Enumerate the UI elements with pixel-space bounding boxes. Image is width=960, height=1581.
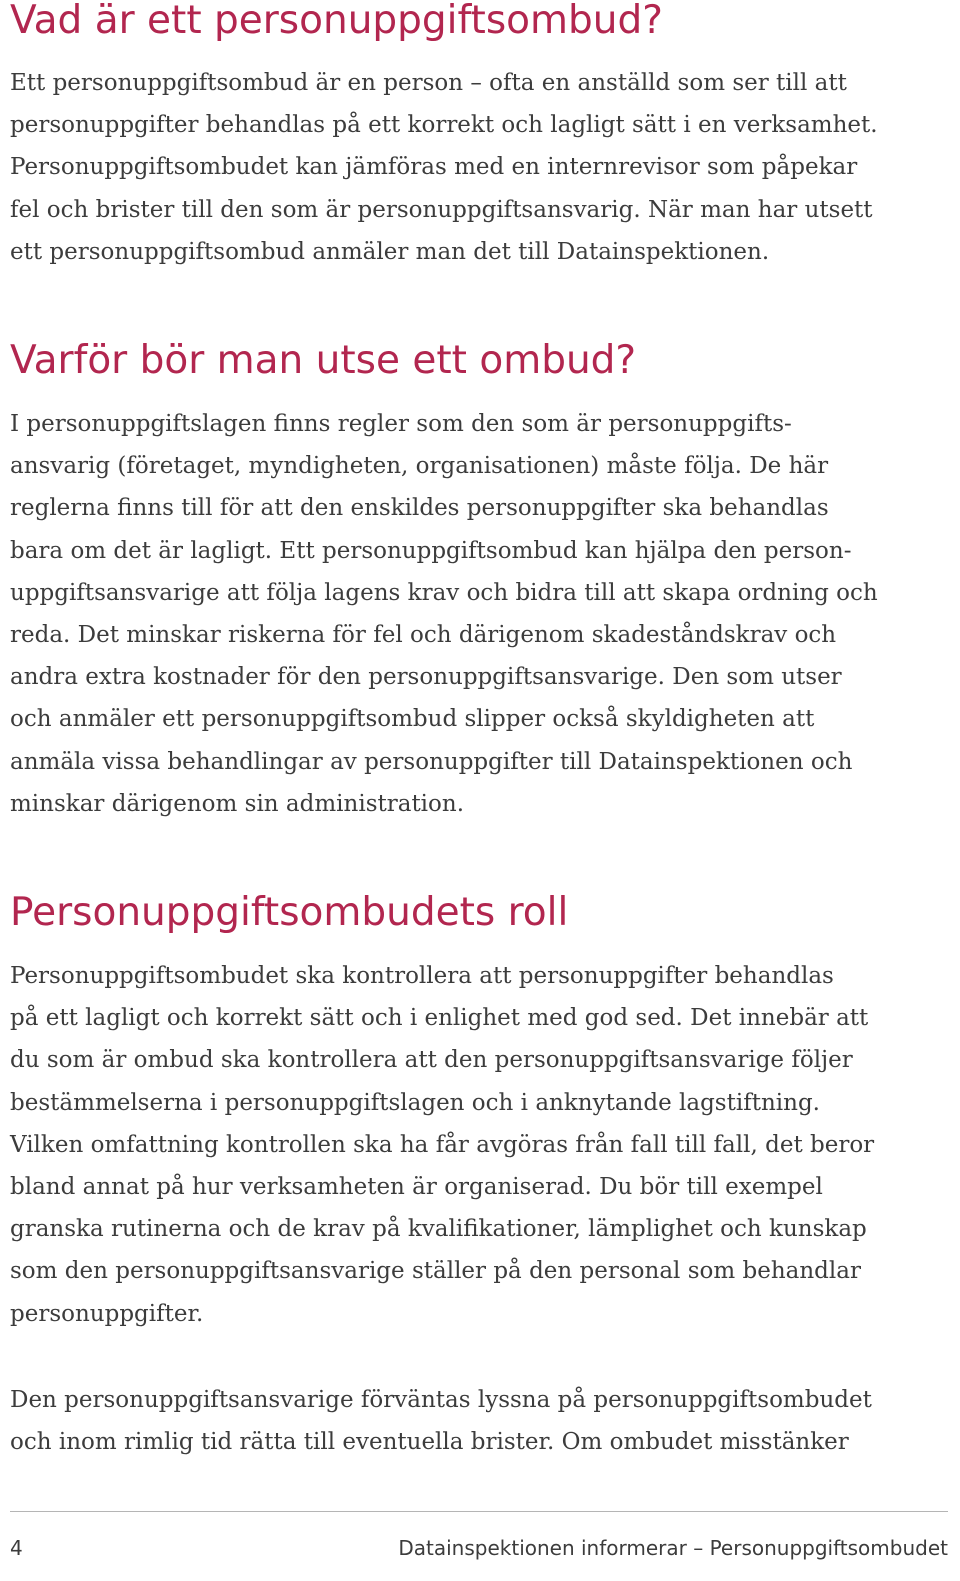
text-line: minskar därigenom sin administration. — [10, 790, 465, 817]
text-line: du som är ombud ska kontrollera att den personuppgiftsansvarige följer — [10, 1047, 853, 1074]
text-line: ett personuppgiftsombud anmäler man det till Datainspektionen. — [10, 238, 770, 265]
text-line: personuppgifter. — [10, 1300, 204, 1327]
text-line: personuppgifter behandlas på ett korrekt och lagligt sätt i en verksamhet. — [10, 112, 878, 139]
text-line: på ett lagligt och korrekt sätt och i enlighet med god sed. Det innebär att — [10, 1005, 869, 1032]
text-line: som den personuppgiftsansvarige ställer på den personal som behandlar — [10, 1258, 861, 1285]
text-line: och inom rimlig tid rätta till eventuella brister. Om ombudet misstänker — [10, 1429, 849, 1456]
text-line: Den personuppgiftsansvarige förväntas lyssna på personuppgiftsombudet — [10, 1387, 872, 1413]
text-line: bestämmelserna i personuppgiftslagen och i anknytande lagstiftning. — [10, 1089, 820, 1116]
heading-why-appoint: Varför bör man utse ett ombud? — [10, 338, 637, 383]
footer-title: Datainspektionen informerar – Personuppgiftsombudet — [398, 1536, 948, 1560]
text-line: Ett personuppgiftsombud är en person – ofta en anställd som ser till att — [10, 70, 847, 96]
heading-ombud-role: Personuppgiftsombudets roll — [10, 890, 569, 935]
footer-divider — [10, 1511, 948, 1512]
text-line: reglerna finns till för att den enskildes personuppgifter ska behandlas — [10, 495, 829, 522]
paragraph-ombud-role-continued — [10, 1379, 872, 1463]
text-line: I personuppgiftslagen finns regler som den som är personuppgifts- — [10, 411, 792, 437]
text-line: ansvarig (företaget, myndigheten, organisationen) måste följa. De här — [10, 453, 829, 480]
text-line: uppgiftsansvarige att följa lagens krav och bidra till att skapa ordning och — [10, 579, 878, 606]
text-line: bland annat på hur verksamheten är organiserad. Du bör till exempel — [10, 1174, 823, 1201]
text-line: och anmäler ett personuppgiftsombud slipper också skyldigheten att — [10, 706, 815, 733]
paragraph-what-is-ombud — [10, 62, 878, 273]
paragraph-why-appoint — [10, 403, 878, 825]
page-number: 4 — [10, 1536, 23, 1560]
text-line: bara om det är lagligt. Ett personuppgiftsombud kan hjälpa den person- — [10, 537, 852, 564]
text-line: reda. Det minskar riskerna för fel och därigenom skadeståndskrav och — [10, 622, 837, 649]
text-line: Personuppgiftsombudet ska kontrollera att personuppgifter behandlas — [10, 963, 834, 989]
text-line: Personuppgiftsombudet kan jämföras med en internrevisor som påpekar — [10, 154, 858, 181]
text-line: fel och brister till den som är personuppgiftsansvarig. När man har utsett — [10, 196, 873, 223]
text-line: Vilken omfattning kontrollen ska ha får avgöras från fall till fall, det beror — [10, 1131, 875, 1158]
text-line: anmäla vissa behandlingar av personuppgifter till Datainspektionen och — [10, 748, 853, 775]
heading-what-is-ombud: Vad är ett personuppgiftsombud? — [10, 0, 663, 43]
text-line: granska rutinerna och de krav på kvalifikationer, lämplighet och kunskap — [10, 1216, 867, 1243]
paragraph-ombud-role — [10, 955, 874, 1335]
text-line: andra extra kostnader för den personuppgiftsansvarige. Den som utser — [10, 664, 842, 691]
